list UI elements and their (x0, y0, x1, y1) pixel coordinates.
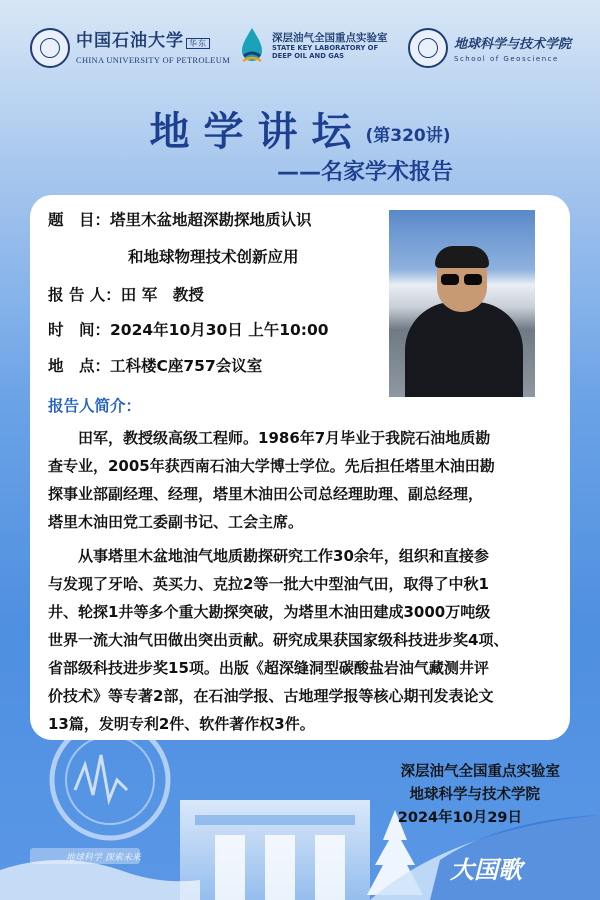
school-seal-icon (408, 28, 448, 68)
time-label: 时 间： (48, 321, 111, 339)
speaker-line (48, 283, 204, 305)
cup-name-cn: 中国石油大学 (76, 30, 184, 51)
signature-date: 2024年10月29日 (397, 810, 522, 826)
poster-title (0, 100, 600, 157)
lab-name-en-1: STATE KEY LABORATORY OF (272, 44, 379, 52)
topic-line1: 塔里木盆地超深勘探地质认识 (110, 211, 312, 229)
cup-name-en: CHINA UNIVERSITY OF PETROLEUM (76, 54, 231, 65)
place-label: 地 点： (48, 357, 111, 375)
cup-logo (30, 28, 230, 68)
footer-small-text: 地球科学 探索未来 (66, 853, 141, 863)
bio-line: 省部级科技进步奖15项。出版《超深缝洞型碳酸盐岩油气藏测井评 (48, 659, 489, 677)
bio-line: 世界一流大油气田做出突出贡献。研究成果获国家级科技进步奖4项、 (48, 631, 509, 649)
bio-paragraph-2 (48, 542, 553, 738)
cup-campus: 华东 (186, 38, 210, 49)
signature-org2: 地球科学与技术学院 (409, 787, 540, 803)
bio-line: 从事塔里木盆地油气地质勘探研究工作30余年，组织和直接参 (48, 547, 489, 565)
cup-seal-icon (30, 28, 70, 68)
topic-label: 题 目： (48, 211, 111, 229)
session-number: (第320讲) (365, 126, 451, 146)
topic-line2: 和地球物理技术创新应用 (128, 248, 299, 266)
speaker-photo (389, 210, 535, 397)
place-line (48, 354, 262, 376)
bio-line: 价技术》等专著2部，在石油学报、古地理学报等核心期刊发表论文 (48, 687, 494, 705)
main-title: 地学讲坛 (149, 109, 366, 155)
bio-paragraph-1 (48, 424, 553, 536)
poster-subtitle: ——名家学术报告 (276, 160, 453, 185)
school-name-cn: 地球科学与技术学院 (454, 37, 572, 52)
lab-name-en-2: DEEP OIL AND GAS (272, 52, 344, 60)
bio-line: 塔里木油田党工委副书记、工会主席。 (48, 513, 304, 531)
topic-line (48, 208, 312, 230)
bio-label: 报告人简介： (48, 397, 142, 415)
bio-line: 13篇，发明专利2件、软件著作权3件。 (48, 715, 315, 733)
bio-line: 与发现了牙哈、英买力、克拉2等一批大中型油气田，取得了中秋1 (48, 575, 489, 593)
bio-line: 井、轮探1井等多个重大勘探突破，为塔里木油田建成3000万吨级 (48, 603, 491, 621)
header (0, 0, 600, 95)
lab-logo (238, 26, 388, 66)
signature-org1: 深层油气全国重点实验室 (400, 764, 560, 780)
school-logo (408, 28, 571, 68)
time-line (48, 318, 329, 340)
bio-line: 探事业部副经理、经理，塔里木油田公司总经理助理、副总经理， (48, 485, 484, 503)
talk-time: 2024年10月30日 上午10:00 (110, 321, 329, 339)
oil-drop-icon (238, 26, 266, 66)
talk-place: 工科楼C座757会议室 (110, 357, 263, 375)
bio-line: 查专业，2005年获西南石油大学博士学位。先后担任塔里木油田勘 (48, 457, 495, 475)
footer-slogan: 大国歌 (450, 855, 522, 884)
school-name-en: School of Geoscience (454, 55, 559, 63)
speaker-name: 田 军 教授 (120, 286, 204, 304)
lab-name-cn: 深层油气全国重点实验室 (272, 32, 388, 44)
speaker-label: 报 告 人： (48, 286, 121, 304)
sunglasses-icon (441, 274, 483, 286)
bio-line: 田军，教授级高级工程师。1986年7月毕业于我院石油地质勘 (48, 429, 491, 447)
